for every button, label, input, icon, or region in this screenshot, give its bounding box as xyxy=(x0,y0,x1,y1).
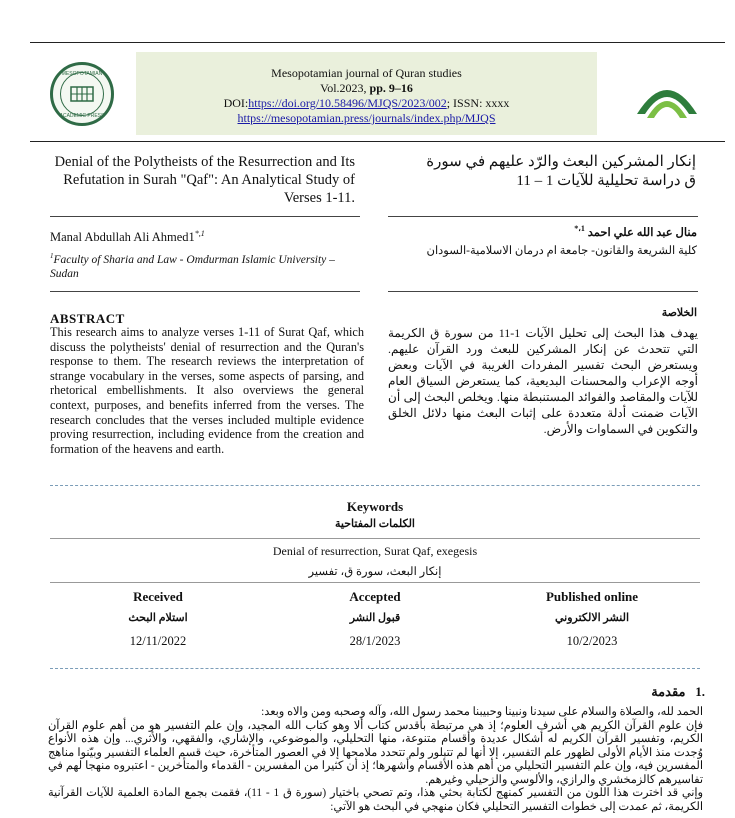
abstract-heading-arabic: الخلاصة xyxy=(661,307,697,319)
published-label: Published online xyxy=(545,589,639,604)
accepted-label: Accepted xyxy=(349,589,401,604)
abstract-heading: ABSTRACT xyxy=(50,311,125,326)
published-date: 10/2/2023 xyxy=(566,634,618,648)
journal-arch-logo xyxy=(633,62,701,124)
doi-link[interactable]: https://doi.org/10.58496/MJQS/2023/002 xyxy=(248,96,447,110)
journal-name: Mesopotamian journal of Quran studies xyxy=(271,66,462,80)
publisher-seal-logo: MESOPOTAMIAN ACADEMIC PRESS xyxy=(50,62,114,126)
volume-info: Vol.2023, pp. 9–16 xyxy=(320,81,413,95)
author-affiliation-arabic: كلية الشريعة والقانون- جامعة ام درمان الاسلامية-السودان xyxy=(426,245,697,257)
top-rule xyxy=(30,42,725,43)
received-date: 12/11/2022 xyxy=(129,634,187,648)
abstract-text-arabic: يهدف هذا البحث إلى تحليل الآيات 1-11 من سورة ق الكريمة التي تتحدث عن إنكار المشركين للبعث ورد القرآن عليهم. ويستعرض البحث تفسير المفردات الغريبة في الآيات وبعض أوجه الإعراب والمحسنات البديعية، كما يستعرض السياق العام للآيات والمقاصد والفوائد المستنبطة منها. ويخلص البحث إلى أن الآيات ضمنت أدلة متعددة على إثبات البعث منها دلائل الخلق والتكوين في السماوات والأرض. xyxy=(388,326,698,436)
keywords-heading: Keywords xyxy=(346,499,404,514)
author-rule-right xyxy=(388,291,698,292)
accepted-label-arabic: قبول النشر xyxy=(349,612,401,624)
intro-paragraph-2: فإن علوم القرآن الكريم هي أشرف العلوم؛ إذ هي مرتبطة بأقدس كتاب ألا وهو كتاب الله المجيد، وإن علم التفسير هو من أهم علوم القرآن الكريم، وتفسير القرآن الكريم له أشكال عديدة وأقسام متنوعة، منها التحليلي، والموضوعي، والإشاري، والفقهي، والأثري... وإن هذه الأنواع وُجدت منذ الأيام الأولى لظهور علم التفسير، إلا أنها لم تتبلور ولم تتحدد ملامحها إلا في العصور المتأخرة، حيث قسم العلماء التفسير وبيّنوا مناهج المفسرين فيه، وإن علم التفسير التحليلي من أهم هذه الأقسام وأشهرها؛ إذ أن كثيرا من المفسرين - القدماء والمتأخرين - اعتبروه منهجا لهم في تفاسيرهم كالزمخشري والرازي، والألوسي والزحيلي وغيرهم. xyxy=(48,719,703,786)
keywords-heading-arabic: الكلمات المفتاحية xyxy=(335,518,415,530)
author-rule-left xyxy=(50,291,360,292)
received-label: Received xyxy=(133,589,183,604)
keywords-english: Denial of resurrection, Surat Qaf, exegesis xyxy=(272,544,478,558)
intro-paragraph-1: الحمد لله، والصلاة والسلام على سيدنا ونبينا وحبيبنا محمد رسول الله، وآله وصحبه ومن والاه وبعد: xyxy=(261,706,703,718)
author-name-english: Manal Abdullah Ali $Ahmed1^{*,1}$ xyxy=(50,229,205,245)
intro-heading: .1 مقدمة xyxy=(651,684,705,699)
keywords-arabic: إنكار البعث، سورة ق، تفسير xyxy=(308,566,442,578)
paper-title-arabic: إنكار المشركين البعث والرّد عليهم في سورة ق دراسة تحليلية للآيات 1 – 11 xyxy=(426,154,696,189)
keywords-rule xyxy=(50,538,700,539)
dates-bottom-rule xyxy=(50,668,700,669)
paper-title-english: Denial of the Polytheists of the Resurrection and Its Refutation in Surah "Qaf": An Analytical Study of Verses 1-11. xyxy=(54,154,355,206)
intro-body xyxy=(48,706,703,814)
journal-url-line xyxy=(136,111,597,126)
accepted-date: 28/1/2023 xyxy=(349,634,401,648)
intro-paragraph-3: وإني قد اخترت هذا اللون من التفسير كمنهج لكتابة بحثي هذا، وتم تصحي باختيار (سورة ق 1 - 11)، فقمت بجمع المادة العلمية للآيات القرآنية الكريمة، ثم عمدت إلى خطوات التفسير التحليلي فكان منهجي في البحث هو الآتي: xyxy=(48,787,703,813)
author-affiliation-english: $^1$Faculty of Sharia and Law - Omdurman Islamic University – Sudan xyxy=(50,252,335,280)
author-name-arabic: منال عبد الله علي احمد $^{1،*}$ xyxy=(574,224,697,239)
received-label-arabic: استلام البحث xyxy=(128,612,188,624)
keywords-top-rule xyxy=(50,485,700,486)
doi-line: DOI:https://doi.org/10.58496/MJQS/2023/002; ISSN: xxxx xyxy=(223,96,510,110)
header-rule xyxy=(30,141,725,142)
received-column xyxy=(48,589,268,649)
abstract-text: This research aims to analyze verses 1-11 of Surat Qaf, which discuss the polytheists' denial of resurrection and the Quran's response to them. The research reviews the interpretation of strange vocabulary in the verses, some aspects of parsing, and rhetorical embellishments. It also overviews the general context, purposes, and benefits inferred from the verses. The research concludes that the verses included multiple evidence proving resurrection, including evidence from the creation and formation of the heavens and earth. xyxy=(50,325,364,456)
title-rule-left xyxy=(50,216,360,217)
published-label-arabic: النشر الالكتروني xyxy=(554,612,630,624)
dates-top-rule xyxy=(50,582,700,583)
accepted-column xyxy=(265,589,485,649)
journal-header xyxy=(136,52,597,135)
published-column xyxy=(482,589,702,649)
journal-url-link[interactable]: https://mesopotamian.press/journals/index.php/MJQS xyxy=(237,111,496,125)
title-rule-right xyxy=(388,216,698,217)
